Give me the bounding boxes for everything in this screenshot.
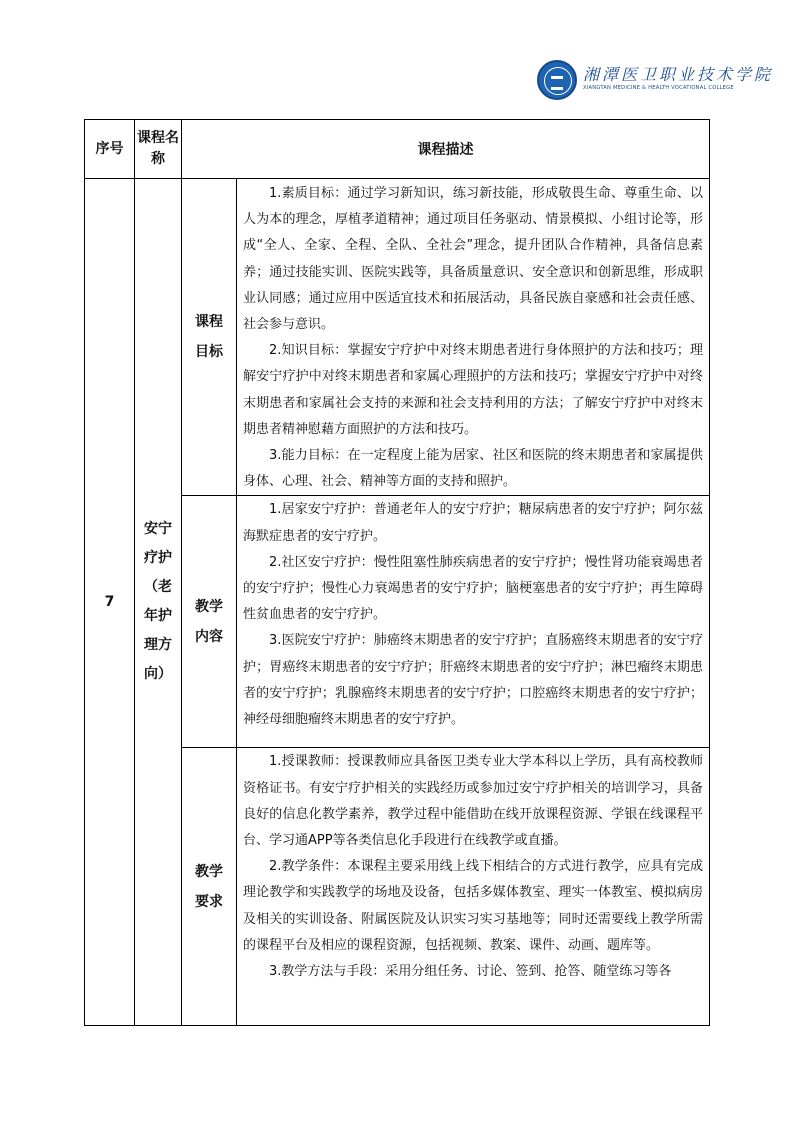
paragraph: 1.授课教师：授课教师应具备医卫类专业大学本科以上学历，具有高校教师资格证书。有安宁疗护相关的实践经历或参加过安宁疗护相关的培训学习，具备良好的信息化教学素养，教学过程中能借助在线开放课程资源、学银在线课程平台、学习通APP等各类信息化手段进行在线教学或直播。 <box>243 754 703 849</box>
college-name-en: XIANGTAN MEDICINE & HEALTH VOCATIONAL COLLEGE <box>583 85 734 91</box>
paragraph: 2.教学条件：本课程主要采用线上线下相结合的方式进行教学，应具有完成理论教学和实践教学的场地及设备，包括多媒体教室、理实一体教室、模拟病房及相关的实训设备、附属医院及认识实习实习基地等；同时还需要线上教学所需的课程平台及相应的课程资源，包括视频、教案、课件、动画、题库等。 <box>243 859 703 953</box>
section-label-line: 要求 <box>195 893 223 910</box>
course-name-line: 向） <box>144 666 172 683</box>
section-content-objectives <box>237 179 710 496</box>
college-logo <box>537 60 774 102</box>
section-label-line: 教学 <box>195 863 223 880</box>
header-seq: 序号 <box>85 120 135 179</box>
section-label-line: 内容 <box>195 628 223 645</box>
table-header-row <box>85 120 710 179</box>
section-label-requirements <box>182 748 237 1026</box>
section-label-line: 教学 <box>195 598 223 615</box>
paragraph: 3.能力目标：在一定程度上能为居家、社区和医院的终末期患者和家属提供身体、心理、社会、精神等方面的支持和照护。 <box>243 448 703 490</box>
paragraph: 3.教学方法与手段：采用分组任务、讨论、签到、抢答、随堂练习等各 <box>269 964 672 980</box>
section-content-teaching <box>237 496 710 748</box>
table-row <box>85 179 710 496</box>
course-name-line: 年护 <box>144 608 172 625</box>
course-name-line: 安宁 <box>144 521 172 538</box>
section-label-objectives <box>182 179 237 496</box>
section-label-content <box>182 496 237 748</box>
course-table <box>84 119 710 1026</box>
section-label-line: 目标 <box>195 344 223 361</box>
course-name-line: 疗护 <box>144 550 172 567</box>
seq-number: 7 <box>85 179 135 1026</box>
course-name <box>135 179 182 1026</box>
paragraph: 2.知识目标：掌握安宁疗护中对终末期患者进行身体照护的方法和技巧；理解安宁疗护中对终末期患者和家属心理照护的方法和技巧；掌握安宁疗护中对终末期患者和家属社会支持的来源和社会支持利用的方法；了解安宁疗护中对终末期患者精神慰藉方面照护的方法和技巧。 <box>243 343 703 437</box>
paragraph: 1.居家安宁疗护：普通老年人的安宁疗护；糖尿病患者的安宁疗护；阿尔兹海默症患者的安宁疗护。 <box>243 502 703 544</box>
paragraph: 2.社区安宁疗护：慢性阻塞性肺疾病患者的安宁疗护；慢性肾功能衰竭患者的安宁疗护；慢性心力衰竭患者的安宁疗护；脑梗塞患者的安宁疗护；再生障碍性贫血患者的安宁疗护。 <box>243 554 703 623</box>
course-name-line: 理方 <box>144 637 172 654</box>
section-content-requirements <box>237 748 710 1026</box>
header-course-name: 课程名称 <box>135 120 182 179</box>
paragraph: 1.素质目标：通过学习新知识，练习新技能，形成敬畏生命、尊重生命、以人为本的理念，厚植孝道精神；通过项目任务驱动、情景模拟、小组讨论等，形成“全人、全家、全程、全队、全社会”理念，提升团队合作精神，具备信息素养；通过技能实训、医院实践等，具备质量意识、安全意识和创新思维，形成职业认同感；通过应用中医适宜技术和拓展活动，具备民族自豪感和社会责任感、社会参与意识。 <box>243 186 703 333</box>
college-seal-icon <box>537 60 577 100</box>
header-course-desc: 课程描述 <box>182 120 710 179</box>
course-name-line: （老 <box>144 579 172 596</box>
paragraph: 3.医院安宁疗护：肺癌终末期患者的安宁疗护；直肠癌终末期患者的安宁疗护；胃癌终末期患者的安宁疗护；肝癌终末期患者的安宁疗护；淋巴瘤终末期患者的安宁疗护；乳腺癌终末期患者的安宁疗护；口腔癌终末期患者的安宁疗护；神经母细胞瘤终末期患者的安宁疗护。 <box>243 633 703 728</box>
college-name-cn: 湘潭医卫职业技术学院 <box>583 65 774 84</box>
section-label-line: 课程 <box>195 314 223 331</box>
